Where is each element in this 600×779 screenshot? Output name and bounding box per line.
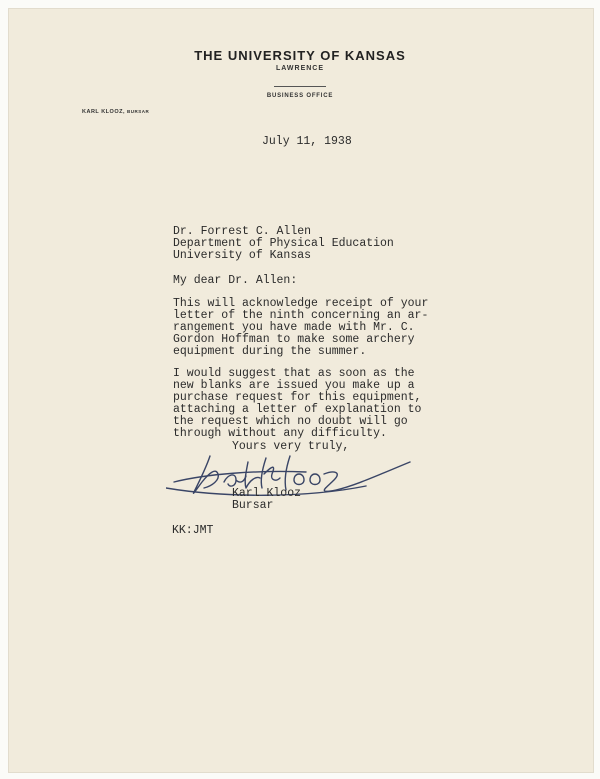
letterhead-office: BUSINESS OFFICE (266, 93, 334, 99)
salutation: My dear Dr. Allen: (173, 274, 298, 287)
body-line: rangement you have made with Mr. C. (173, 321, 415, 334)
body-line: equipment during the summer. (173, 345, 367, 358)
letterhead-officer (82, 109, 149, 115)
letterhead-city: LAWRENCE (275, 65, 325, 72)
letterhead-officer-title: BURSAR (127, 109, 150, 114)
recipient-department: Department of Physical Education (173, 237, 394, 250)
body-line: I would suggest that as soon as the (173, 367, 415, 380)
body-line: letter of the ninth concerning an ar- (173, 309, 429, 322)
body-line: purchase request for this equipment, (173, 391, 422, 404)
body-line: through without any difficulty. (173, 427, 387, 440)
signer-title: Bursar (232, 499, 274, 512)
letterhead-institution: THE UNIVERSITY OF KANSAS (194, 48, 406, 63)
letterhead-divider (274, 86, 326, 87)
letter-date: July 11, 1938 (262, 135, 352, 148)
reference-initials: KK:JMT (172, 524, 214, 537)
recipient-name: Dr. Forrest C. Allen (173, 225, 312, 238)
closing: Yours very truly, (232, 440, 350, 453)
letterhead-officer-name: KARL KLOOZ, (82, 109, 125, 115)
recipient-institution: University of Kansas (173, 249, 312, 262)
body-line: Gordon Hoffman to make some archery (173, 333, 415, 346)
body-line: This will acknowledge receipt of your (173, 297, 429, 310)
signer-name: Karl Klooz (232, 487, 302, 500)
body-line: attaching a letter of explanation to (173, 403, 422, 416)
body-line: the request which no doubt will go (173, 415, 408, 428)
letterhead (0, 48, 600, 99)
body-line: new blanks are issued you make up a (173, 379, 415, 392)
